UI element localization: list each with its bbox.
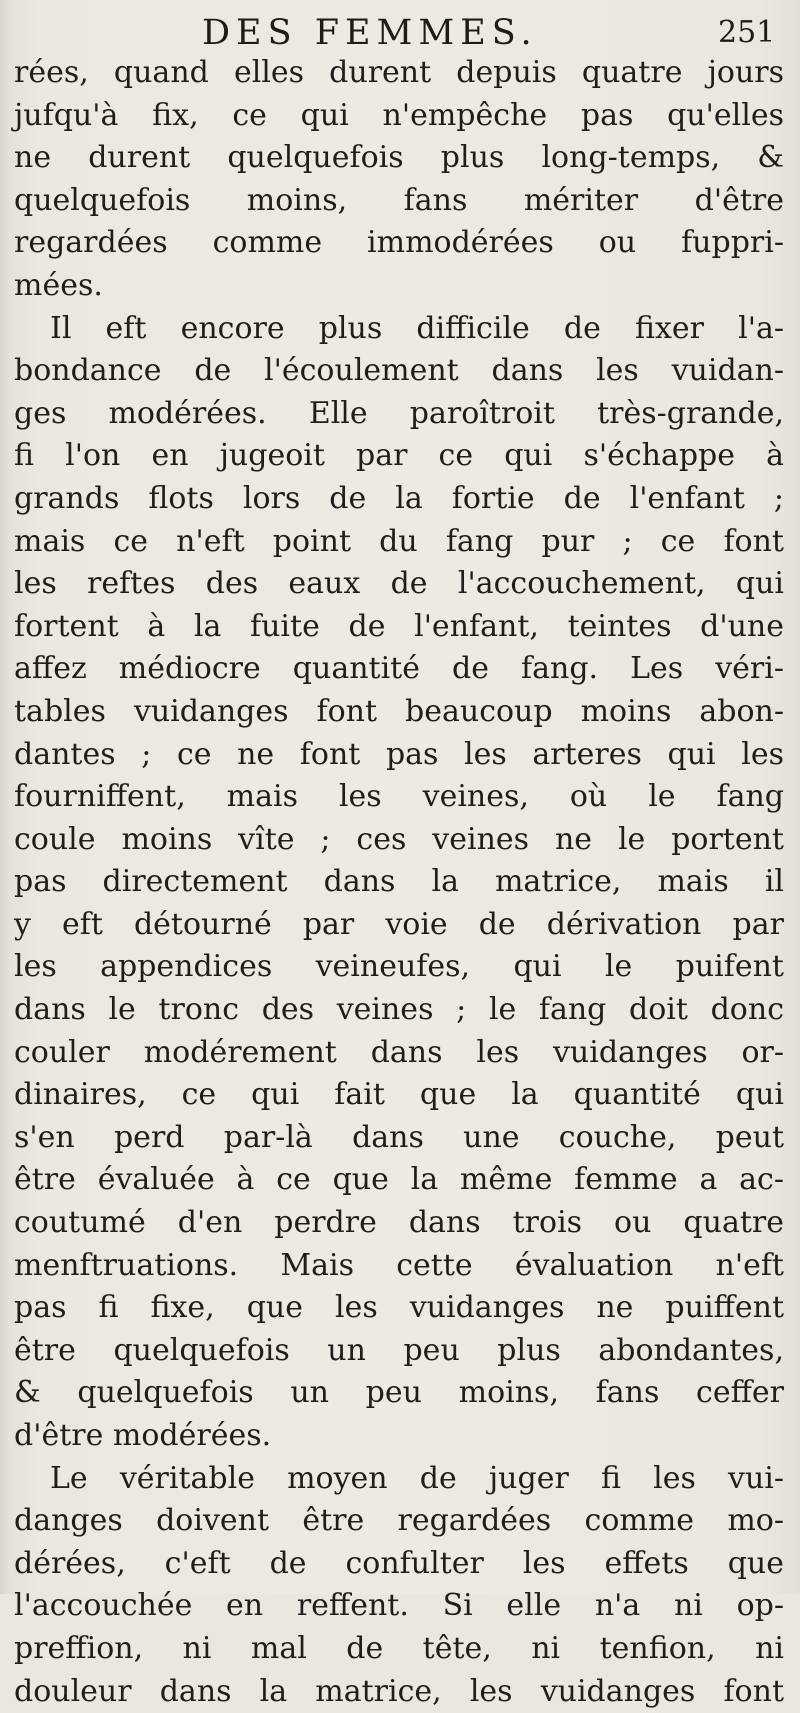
text-line: menftruations. Mais cette évaluation n'eft [14, 1247, 784, 1283]
text-line: fi l'on en jugeoit par ce qui s'échappe à [14, 438, 784, 474]
text-line: douleur dans la matrice, les vuidanges font [14, 1673, 784, 1709]
running-title: DES FEMMES. [202, 13, 538, 53]
text-line: ges modérées. Elle paroîtroit très-grande, [14, 395, 784, 431]
text-line: ne durent quelquefois plus long-temps, & [14, 140, 784, 176]
text-line: dinaires, ce qui fait que la quantité qui [14, 1077, 784, 1113]
text-line: & quelquefois un peu moins, fans ceffer [14, 1375, 784, 1411]
page-header [0, 12, 800, 54]
text-line: mais ce n'eft point du fang pur ; ce font [14, 523, 784, 559]
text-line: tables vuidanges font beaucoup moins abon- [14, 693, 784, 729]
text-line: affez médiocre quantité de fang. Les véri- [14, 651, 784, 687]
body-text [14, 52, 784, 1713]
paragraph-start-line: Il eft encore plus difficile de fixer l'a- [50, 310, 784, 346]
text-line: d'être modérées. [14, 1418, 272, 1453]
text-line: pas fi fixe, que les vuidanges ne puiffent [14, 1290, 784, 1326]
text-line: rées, quand elles durent depuis quatre jours [14, 55, 784, 90]
text-line: fortent à la fuite de l'enfant, teintes d'une [14, 608, 784, 644]
text-line: preffion, ni mal de tête, ni tenfion, ni [14, 1630, 784, 1666]
text-line: dantes ; ce ne font pas les arteres qui les [14, 736, 784, 772]
text-line: pas directement dans la matrice, mais il [14, 864, 784, 900]
text-line: les appendices veineufes, qui le puifent [14, 949, 784, 985]
text-line: mées. [14, 267, 103, 303]
text-line: dérées, c'eft de confulter les effets que [14, 1545, 784, 1581]
paragraph-start-line: Le véritable moyen de juger fi les vui- [50, 1460, 784, 1496]
text-line: les reftes des eaux de l'accouchement, qui [14, 566, 784, 602]
text-line: s'en perd par-là dans une couche, peut [14, 1119, 784, 1155]
text-line: l'accouchée en reffent. Si elle n'a ni op- [14, 1588, 784, 1624]
text-line: être évaluée à ce que la même femme a ac- [14, 1162, 784, 1198]
text-line: être quelquefois un peu plus abondantes, [14, 1332, 784, 1368]
text-line: dans le tronc des veines ; le fang doit donc [14, 992, 784, 1028]
text-line: danges doivent être regardées comme mo- [14, 1503, 784, 1539]
text-line: coutumé d'en perdre dans trois ou quatre [14, 1205, 784, 1241]
text-line: grands flots lors de la fortie de l'enfant ; [14, 480, 784, 516]
page-number: 251 [718, 15, 776, 50]
text-line: y eft détourné par voie de dérivation par [14, 906, 784, 942]
text-line: couler modérement dans les vuidanges or- [14, 1034, 784, 1070]
text-line: coule moins vîte ; ces veines ne le portent [14, 821, 784, 857]
text-line: regardées comme immodérées ou fuppri- [14, 225, 784, 261]
text-line: quelquefois moins, fans mériter d'être [14, 182, 784, 218]
text-line: bondance de l'écoulement dans les vuidan- [14, 353, 784, 389]
text-line: fourniffent, mais les veines, où le fang [14, 779, 784, 815]
text-line: jufqu'à fix, ce qui n'empêche pas qu'elles [14, 97, 784, 133]
